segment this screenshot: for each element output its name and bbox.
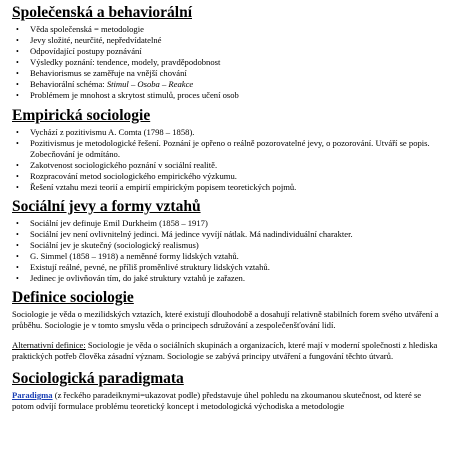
- list-item: • Behaviorismus se zaměřuje na vnější chování: [30, 68, 442, 79]
- section-heading: Společenská a behaviorální: [12, 4, 192, 21]
- list-item: • Jevy složité, neurčité, nepředvídatelné: [30, 35, 442, 46]
- section-heading: Sociologická paradigmata: [12, 370, 184, 387]
- list-item: [30, 79, 442, 90]
- list-item: • Existují reálné, pevné, ne příliš proměnlivé struktury lidských vztahů.: [30, 262, 442, 273]
- section-heading: Sociální jevy a formy vztahů: [12, 198, 201, 215]
- paradigm-paragraph: [12, 390, 442, 412]
- list-item: • Vychází z pozitivismu A. Comta (1798 – 1858).: [30, 127, 442, 138]
- section-definice-sociologie: [12, 289, 442, 362]
- alternative-definition-label: Alternativní definice:: [12, 340, 86, 350]
- section-socialni-jevy: [12, 198, 442, 284]
- list-item: • Pozitivismus je metodologické řešení. Poznání je opřeno o reálně pozorovatelné jevy, o pozorování. Utváří se popis. Zobecňování je odmítáno.: [30, 138, 442, 160]
- list-item: • Rozpracování metod sociologického empirického výzkumu.: [30, 171, 442, 182]
- paradigm-text: (z řeckého paradeiknymi=ukazovat podle) představuje úhel pohledu na zkoumanou skutečnost, od které se potom odvíjí formulace problému teoretický koncept i metodologická východiska a metodologie: [12, 390, 422, 411]
- list-item-text: Behaviorální schéma:: [30, 79, 107, 89]
- alternative-definition-paragraph: [12, 340, 442, 362]
- alternative-definition-text: Sociologie je věda o sociálních skupinách a organizacích, které mají v moderní společnosti z hlediska praktických potřeb člověka zásadní význam. Sociologie se zabývá principy utváření a fungování těchto útvarů.: [12, 340, 438, 361]
- section-sociologicka-paradigmata: [12, 370, 442, 412]
- list-item: • Sociální jev je skutečný (sociologický realismus): [30, 240, 442, 251]
- list-item: • Odpovídající postupy poznávání: [30, 46, 442, 57]
- list-item: • Jedinec je ovlivňován tím, do jaké struktury vztahů je zařazen.: [30, 273, 442, 284]
- section-empiricka-sociologie: [12, 107, 442, 193]
- list-item: • Sociální jev není ovlivnitelný jedinci. Má jedince vyvíjí nátlak. Má nadindividuální charakter.: [30, 229, 442, 240]
- definition-paragraph: Sociologie je věda o mezilidských vztazích, které existují dlouhodobě a dosahují relativně stabilních forem svého utváření a průběhu. Sociologie je v tomto smyslu věda o principech sdružování a zespolečenšťování lidí.: [12, 309, 439, 330]
- bullet-list: [12, 127, 442, 193]
- behavioral-scheme-text: Stimul – Osoba – Reakce: [106, 79, 194, 89]
- list-item: • Problémem je mnohost a skrytost stimulů, proces učení osob: [30, 90, 442, 101]
- list-item: • G. Simmel (1858 – 1918) a neměnné formy lidských vztahů.: [30, 251, 442, 262]
- list-item: • Věda společenská = metodologie: [30, 24, 442, 35]
- section-heading: Definice sociologie: [12, 289, 134, 306]
- list-item: • Zakotvenost sociologického poznání v sociální realitě.: [30, 160, 442, 171]
- list-item: • Výsledky poznání: tendence, modely, pravděpodobnost: [30, 57, 442, 68]
- section-heading: Empirická sociologie: [12, 107, 151, 124]
- bullet-list: [12, 24, 442, 101]
- bullet-list: [12, 218, 442, 284]
- list-item: • Řešení vztahu mezi teorií a empirií empirickým popisem teoretických pojmů.: [30, 182, 442, 193]
- list-item: • Sociální jev definuje Emil Durkheim (1858 – 1917): [30, 218, 442, 229]
- paradigma-link[interactable]: Paradigma: [12, 390, 53, 400]
- section-spolecenska-behavioralni: [12, 4, 442, 101]
